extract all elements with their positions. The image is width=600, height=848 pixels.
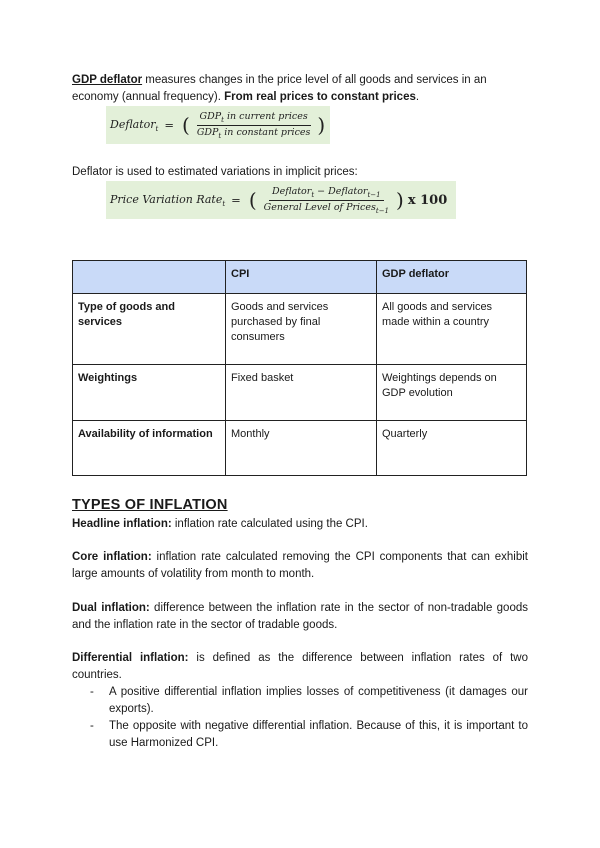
- formula1-equals: =: [164, 118, 174, 132]
- core-inflation-text: inflation rate calculated removing the CPI components that can exhibit large amounts of volatility from month to month.: [72, 551, 528, 580]
- differential-inflation-text: is defined as the difference between inflation rates of two countries.: [72, 652, 528, 681]
- dual-inflation-term: Dual inflation:: [72, 602, 150, 614]
- types-of-inflation-heading: TYPES OF INFLATION: [72, 497, 228, 513]
- differential-inflation-term: Differential inflation:: [72, 652, 189, 664]
- headline-inflation-text: inflation rate calculated using the CPI.: [171, 518, 368, 530]
- table-header-gdp-deflator: GDP deflator: [377, 261, 527, 294]
- table-header-cpi: CPI: [226, 261, 377, 294]
- formula2-open-paren: (: [248, 188, 257, 212]
- formula1-open-paren: (: [182, 113, 190, 137]
- cell-gdp-weightings: Weightings depends on GDP evolution: [377, 365, 527, 421]
- dual-inflation-text: difference between the inflation rate in the sector of non-tradable goods and the inflation rate in the sector of tradable goods.: [72, 602, 528, 631]
- formula2-fraction: [261, 186, 392, 215]
- price-variation-formula: [106, 181, 456, 219]
- core-inflation-paragraph: [72, 549, 528, 583]
- table-header-row: [73, 261, 527, 294]
- cell-gdp-availability: Quarterly: [377, 421, 527, 476]
- table-row: [73, 294, 527, 365]
- differential-bullets: [72, 684, 528, 752]
- row-label-type-of-goods: Type of goods and services: [73, 294, 226, 365]
- dual-inflation-paragraph: [72, 600, 528, 634]
- formula1-close-paren: ): [317, 113, 326, 137]
- deflator-use-text: Deflator is used to estimated variations in implicit prices:: [72, 166, 358, 178]
- formula1-lhs: Deflator$_t$: [110, 117, 159, 133]
- cell-cpi-weightings: Fixed basket: [226, 365, 377, 421]
- table-header-empty: [73, 261, 226, 294]
- row-label-availability: Availability of information: [73, 421, 226, 476]
- formula2-denominator: General Level of Prices$_{t-1}$: [263, 201, 390, 215]
- headline-inflation-term: Headline inflation:: [72, 518, 172, 530]
- list-item: - The opposite with negative differential inflation. Because of this, it is important to use Harmonized CPI.: [90, 720, 528, 749]
- table-row: [73, 365, 527, 421]
- list-item: - A positive differential inflation implies losses of competitiveness (it damages our exports).: [90, 686, 528, 715]
- differential-inflation-paragraph: [72, 650, 528, 684]
- formula1-fraction: [194, 111, 314, 140]
- cpi-vs-gdp-deflator-table: [72, 260, 527, 476]
- gdp-deflator-term: GDP deflator: [72, 74, 143, 86]
- headline-inflation-paragraph: [72, 516, 528, 533]
- row-label-weightings: Weightings: [73, 365, 226, 421]
- formula1-numerator: $GDP_t$ in current prices: [197, 111, 311, 126]
- cell-cpi-type: Goods and services purchased by final consumers: [226, 294, 377, 365]
- formula1-denominator: $GDP_t$ in constant prices: [196, 126, 311, 140]
- cell-gdp-type: All goods and services made within a country: [377, 294, 527, 365]
- formula2-numerator: Deflator$_t$ − Deflator$_{t-1}$: [269, 186, 384, 201]
- formula2-close-paren: ): [396, 188, 404, 212]
- deflator-formula: [106, 106, 330, 144]
- formula2-lhs: Price Variation Rate$_t$: [110, 192, 226, 208]
- intro-bold-tail: From real prices to constant prices: [224, 91, 416, 103]
- core-inflation-term: Core inflation:: [72, 551, 152, 563]
- gdp-deflator-intro: [72, 72, 528, 106]
- formula2-equals: =: [231, 193, 241, 207]
- formula2-times-100: x 100: [407, 192, 448, 208]
- table-row: [73, 421, 527, 476]
- intro-end: .: [415, 91, 420, 103]
- intro-text: measures changes in the price level of all goods and services in an economy (annual frequency).: [72, 74, 487, 103]
- cell-cpi-availability: Monthly: [226, 421, 377, 476]
